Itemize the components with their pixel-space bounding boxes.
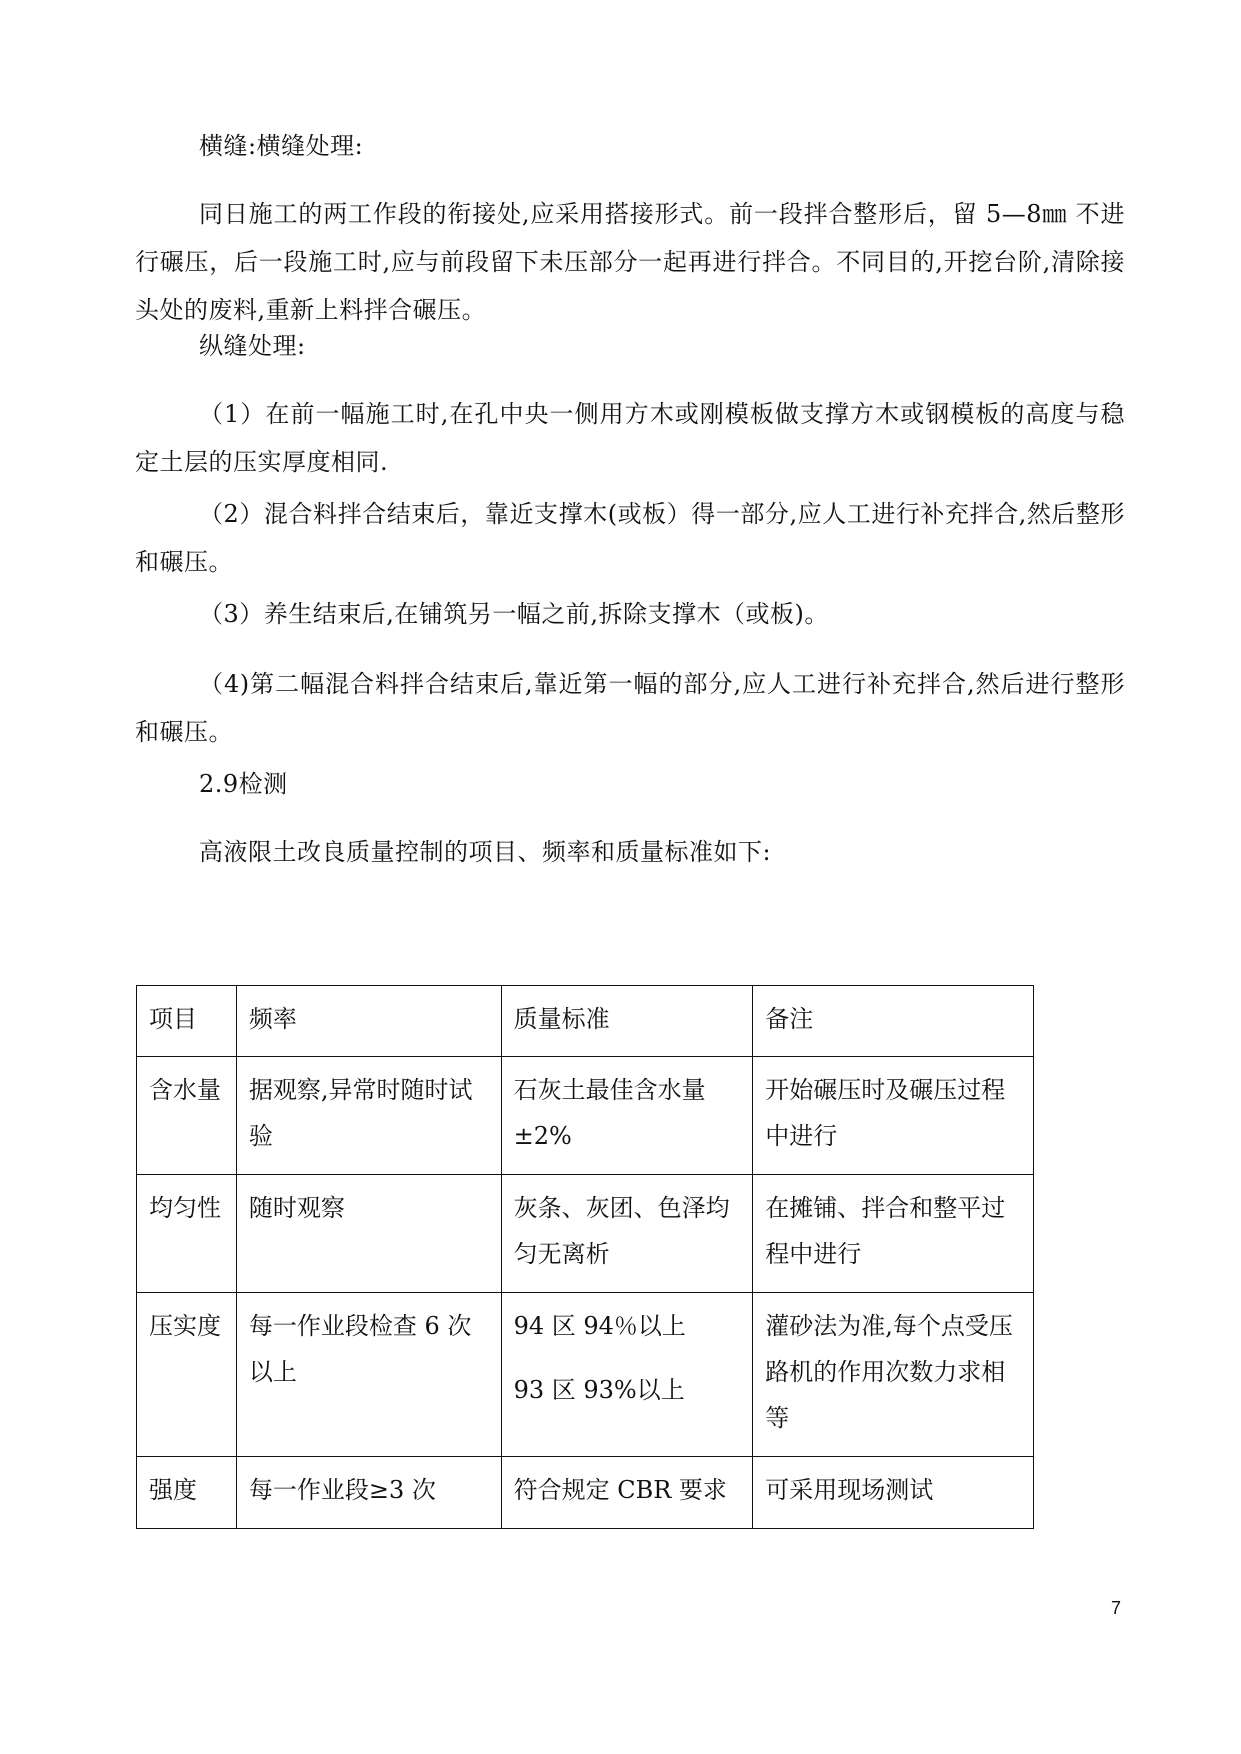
cell-item: 压实度 [137, 1293, 237, 1457]
cell-remarks: 开始碾压时及碾压过程中进行 [753, 1057, 1034, 1175]
cell-remarks: 灌砂法为准,每个点受压路机的作用次数力求相等 [753, 1293, 1034, 1457]
header-cell-standard: 质量标准 [501, 986, 753, 1057]
paragraph-step-2: （2）混合料拌合结束后，靠近支撑木(或板）得一部分,应人工进行补充拌合,然后整形和碾压。 [135, 500, 1125, 576]
paragraph-step-3: （3）养生结束后,在铺筑另一幅之前,拆除支撑木（或板)。 [199, 600, 829, 628]
paragraph-transverse-joint-heading: 横缝:横缝处理: [199, 132, 364, 160]
table-row [137, 1457, 1034, 1529]
quality-control-table [136, 985, 1034, 1529]
cell-item: 强度 [137, 1457, 237, 1529]
cell-item: 均匀性 [137, 1175, 237, 1293]
paragraph-transverse-joint-body: 同日施工的两工作段的衔接处,应采用搭接形式。前一段拌合整形后，留 5—8㎜ 不进行碾压，后一段施工时,应与前段留下未压部分一起再进行拌合。不同目的,开挖台阶,清除接头处的废料,重新上料拌合碾压。 [135, 200, 1125, 324]
header-cell-remarks: 备注 [753, 986, 1034, 1057]
paragraph-step-1: （1）在前一幅施工时,在孔中央一侧用方木或刚模板做支撑方木或钢模板的高度与稳定土层的压实厚度相同. [135, 400, 1125, 476]
cell-standard-line-2: 93 区 93%以上 [513, 1376, 685, 1404]
cell-frequency: 每一作业段≥3 次 [236, 1457, 501, 1529]
table-row [137, 1293, 1034, 1457]
cell-remarks: 可采用现场测试 [753, 1457, 1034, 1529]
header-cell-frequency: 频率 [236, 986, 501, 1057]
section-heading-inspection: 2.9检测 [199, 770, 288, 798]
cell-frequency: 据观察,异常时随时试验 [236, 1057, 501, 1175]
page-number: 7 [1110, 1598, 1121, 1618]
cell-standard [501, 1293, 753, 1457]
header-cell-item: 项目 [137, 986, 237, 1057]
paragraph-table-intro: 高液限土改良质量控制的项目、频率和质量标准如下: [199, 838, 772, 866]
table-header-row [137, 986, 1034, 1057]
paragraph-longitudinal-joint-heading: 纵缝处理: [199, 332, 306, 360]
cell-standard: 灰条、灰团、色泽均匀无离析 [501, 1175, 753, 1293]
cell-frequency: 随时观察 [236, 1175, 501, 1293]
table-row [137, 1057, 1034, 1175]
cell-standard: 石灰土最佳含水量±2% [501, 1057, 753, 1175]
paragraph-step-4: （4)第二幅混合料拌合结束后,靠近第一幅的部分,应人工进行补充拌合,然后进行整形和碾压。 [135, 670, 1125, 746]
cell-frequency: 每一作业段检查 6 次以上 [236, 1293, 501, 1457]
cell-item: 含水量 [137, 1057, 237, 1175]
cell-remarks: 在摊铺、拌合和整平过程中进行 [753, 1175, 1034, 1293]
table-row [137, 1175, 1034, 1293]
cell-standard: 符合规定 CBR 要求 [501, 1457, 753, 1529]
cell-standard-line-1: 94 区 94％以上 [513, 1312, 686, 1340]
